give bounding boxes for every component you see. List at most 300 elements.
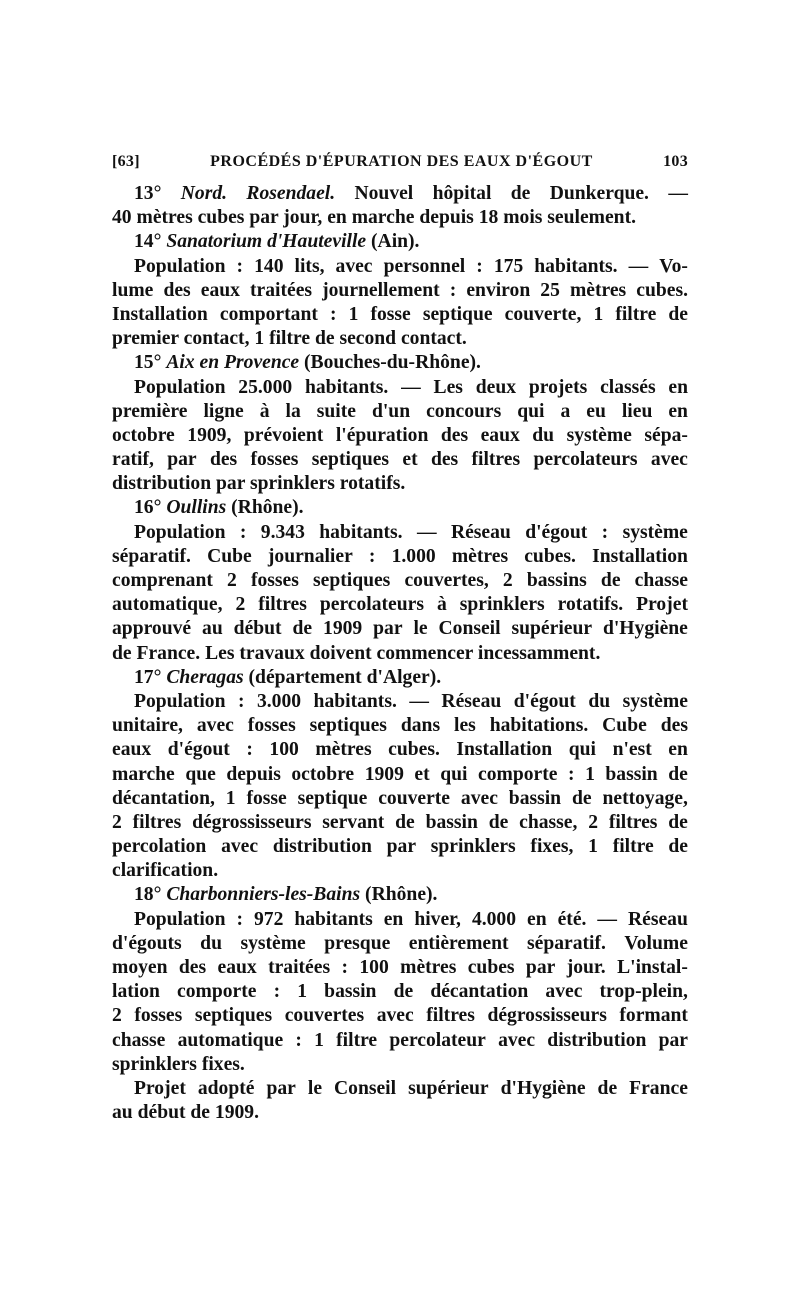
word: unitaire, — [112, 715, 183, 737]
word: Population — [134, 690, 226, 712]
word: eaux — [480, 424, 520, 446]
word: : — [273, 981, 281, 1003]
word: a — [560, 400, 571, 422]
word: 1909 — [364, 763, 404, 785]
word: mètres — [569, 279, 627, 301]
word: — — [597, 908, 617, 930]
word: entièrement — [408, 932, 509, 954]
word: habitants. — [313, 690, 397, 712]
word: à — [259, 400, 270, 422]
text-line — [112, 738, 688, 762]
word: fixes, — [530, 836, 574, 858]
word: doivent — [309, 642, 377, 664]
word: d'égout — [167, 739, 230, 761]
word: filtres — [608, 811, 658, 833]
word: marche — [351, 207, 420, 229]
word: système — [240, 932, 306, 954]
word: : — [295, 1029, 302, 1051]
body-text — [112, 182, 688, 1125]
word: en — [527, 908, 547, 930]
word: classés — [600, 376, 656, 398]
word: mois — [503, 207, 548, 229]
word: Population — [134, 908, 226, 930]
word: qui — [517, 400, 545, 422]
word: 18° — [134, 884, 167, 906]
text-line — [112, 376, 688, 400]
word: de — [190, 1102, 215, 1124]
word: l'épuration — [335, 424, 429, 446]
word: filtres — [471, 449, 521, 471]
word: couverte, — [504, 303, 582, 325]
word: sprinklers — [249, 473, 340, 495]
word: dans — [400, 715, 441, 737]
word: en — [383, 908, 404, 930]
word: bassin — [508, 787, 562, 809]
word: octobre — [112, 424, 175, 446]
word: second — [339, 328, 401, 350]
word: — — [628, 255, 649, 277]
word: filtres — [426, 1005, 475, 1027]
word: concours — [426, 400, 502, 422]
word: d'égouts — [112, 932, 182, 954]
text-line — [112, 956, 688, 980]
word: 1909 — [323, 618, 363, 640]
running-title: PROCÉDÉS D'ÉPURATION DES EAUX D'ÉGOUT — [210, 153, 593, 170]
word: été. — [557, 908, 587, 930]
word: Dunkerque. — [549, 183, 649, 204]
word: percolateur — [389, 1029, 486, 1051]
word: France — [629, 1077, 688, 1099]
word: de — [668, 303, 688, 325]
word: cubes. — [636, 279, 688, 301]
word: de — [571, 787, 592, 809]
word: Nord. — [180, 183, 228, 204]
word: — — [401, 376, 421, 398]
word: hôpital — [432, 183, 492, 204]
text-line — [112, 1004, 688, 1028]
word: contact. — [400, 328, 467, 350]
text-line — [112, 811, 688, 835]
word: Volume — [624, 932, 688, 954]
word: avec — [376, 1005, 414, 1027]
word: environ — [466, 279, 531, 301]
word: septiques — [311, 449, 390, 471]
text-line — [112, 496, 688, 520]
word: Les — [205, 642, 240, 664]
word: fosses — [134, 1005, 183, 1027]
page-number: 103 — [663, 153, 688, 170]
word: par — [373, 618, 403, 640]
text-line — [112, 690, 688, 714]
word: d'égout — [513, 690, 576, 712]
word: 140 — [254, 255, 284, 277]
word: Installation — [456, 739, 553, 761]
word: décantation, — [112, 787, 215, 809]
word: septiques — [313, 570, 391, 591]
text-line — [112, 279, 688, 303]
word: eaux — [217, 957, 257, 978]
text-line — [112, 980, 688, 1004]
word: Cube — [207, 545, 252, 567]
section-number: [63] — [112, 153, 140, 170]
running-header — [112, 152, 688, 172]
word: du — [588, 690, 611, 712]
word: Réseau — [627, 908, 688, 930]
word: système — [622, 690, 688, 712]
word: seulement. — [547, 207, 636, 229]
word: 1 — [314, 1029, 324, 1051]
text-line — [112, 932, 688, 956]
word: supérieur — [511, 618, 593, 640]
word: 4.000 — [471, 908, 517, 930]
word: Oullins — [166, 497, 232, 519]
word: lieu — [621, 400, 653, 422]
word: première — [112, 400, 188, 422]
word: : — [341, 957, 348, 978]
word: 1 — [588, 836, 598, 858]
word: automatique — [177, 1029, 284, 1051]
word: par — [658, 1029, 688, 1051]
word: Projet — [134, 1077, 186, 1099]
word: octobre — [291, 763, 355, 785]
word: comporte — [478, 763, 558, 785]
word: 1 — [297, 981, 308, 1003]
word: avec — [196, 715, 234, 737]
text-line — [112, 642, 688, 666]
word: fixes. — [201, 1053, 245, 1075]
word: des — [430, 449, 459, 471]
word: Conseil — [438, 618, 501, 640]
word: la — [285, 400, 301, 422]
text-line — [112, 714, 688, 738]
word: en — [668, 400, 688, 422]
text-line — [112, 327, 688, 351]
entry-17 — [112, 666, 688, 884]
word: fosse — [370, 303, 411, 325]
text-line — [112, 303, 688, 327]
word: bassin — [425, 811, 478, 833]
word: en — [199, 352, 225, 374]
word: d'Hygiène — [602, 618, 688, 640]
word: personnel — [383, 255, 466, 277]
word: du — [532, 424, 555, 446]
word: 100 — [269, 739, 299, 761]
word: : — [567, 763, 575, 785]
word: de — [112, 642, 137, 664]
word: premier — [112, 328, 184, 350]
word: Projet — [636, 594, 688, 616]
word: comporte — [177, 981, 257, 1003]
word: de — [314, 328, 340, 350]
word: — — [416, 521, 437, 543]
word: début — [233, 618, 282, 640]
word: des — [163, 279, 191, 301]
word: des — [440, 424, 469, 446]
word: couverte — [378, 787, 451, 809]
word: système — [566, 424, 632, 446]
word: nettoyage, — [602, 787, 688, 809]
word: rotatifs. — [557, 594, 624, 616]
word: par — [386, 836, 417, 858]
word: lation — [112, 981, 160, 1003]
book-page — [112, 152, 688, 1125]
word: Nouvel — [354, 183, 414, 204]
word: Population — [134, 376, 226, 398]
word: jour, — [283, 207, 328, 229]
word: 1 — [593, 303, 604, 325]
word: par — [249, 207, 284, 229]
word: 1 — [585, 763, 595, 785]
word: de — [600, 570, 621, 591]
word: Population — [134, 255, 226, 277]
word: Réseau — [450, 521, 511, 543]
word: comportant — [219, 303, 318, 325]
word: 9.343 — [260, 521, 305, 543]
word: fosses — [250, 449, 299, 471]
word: Sanatorium — [166, 231, 268, 253]
word: Rosendael. — [246, 183, 336, 204]
word: mètres — [136, 207, 198, 229]
word: au — [112, 1102, 138, 1124]
word: chasse — [634, 570, 688, 591]
word: journellement — [322, 279, 440, 301]
word: septiques — [194, 1005, 273, 1027]
word: eu — [586, 400, 606, 422]
word: lume — [112, 279, 154, 301]
word: supérieur — [408, 1077, 489, 1099]
word: deux — [475, 376, 517, 398]
word: Les — [433, 376, 463, 398]
word: : — [239, 521, 247, 543]
word: Conseil — [334, 1077, 397, 1099]
word: d'un — [371, 400, 411, 422]
word: d'Hauteville — [267, 231, 372, 253]
word: 13° — [134, 183, 162, 204]
word: de — [395, 811, 415, 833]
word: distribution — [112, 473, 216, 495]
text-line — [112, 763, 688, 787]
word: suite — [316, 400, 356, 422]
word: de — [393, 981, 414, 1003]
word: L'instal- — [617, 957, 688, 978]
word: 15° — [134, 352, 167, 374]
word: 14° — [134, 231, 167, 253]
word: en — [668, 376, 688, 398]
word: bassins — [526, 570, 587, 591]
word: 2 — [227, 570, 237, 591]
word: trop-plein, — [599, 981, 688, 1003]
entry-18 — [112, 883, 688, 1125]
word: par — [266, 1077, 296, 1099]
word: d'Alger). — [366, 666, 442, 688]
word: début — [137, 1102, 191, 1124]
word: chasse — [112, 1029, 166, 1051]
word: le — [413, 618, 428, 640]
word: filtre — [612, 836, 654, 858]
word: 25 — [540, 279, 560, 301]
word: servant — [322, 811, 385, 833]
word: n'est — [612, 739, 652, 761]
word: Charbonniers-les-Bains — [166, 884, 366, 906]
text-line — [112, 448, 688, 472]
word: mètres — [400, 957, 457, 978]
text-line — [112, 1077, 688, 1101]
word: moyen — [112, 957, 168, 978]
word: de — [668, 811, 688, 833]
text-line — [112, 859, 688, 883]
word: fosses — [247, 715, 296, 737]
text-line — [112, 593, 688, 617]
word: 25.000 — [238, 376, 293, 398]
word: septique — [422, 303, 493, 325]
word: ligne — [203, 400, 244, 422]
text-line — [112, 545, 688, 569]
word: chasse, — [519, 811, 578, 833]
text-line — [112, 908, 688, 932]
word: les — [454, 715, 476, 737]
word: eaux — [200, 279, 240, 301]
word: fosse — [246, 787, 287, 809]
word: Population — [134, 521, 226, 543]
word: — — [409, 690, 429, 712]
word: avec — [221, 836, 259, 858]
entry-16 — [112, 496, 688, 665]
word: que — [185, 763, 216, 785]
word: en — [327, 207, 352, 229]
word: mètres — [315, 739, 372, 761]
text-line — [112, 521, 688, 545]
word: filtres — [132, 811, 182, 833]
text-line — [112, 182, 688, 206]
word: traitées — [268, 957, 331, 978]
entry-14 — [112, 230, 688, 351]
word: Installation — [112, 303, 208, 325]
word: — — [668, 183, 688, 204]
word: mètres — [451, 545, 509, 567]
word: (Rhône). — [231, 497, 304, 519]
word: 18 — [478, 207, 504, 229]
word: par — [167, 449, 197, 471]
word: 1 — [254, 328, 270, 350]
word: sprinklers — [430, 836, 516, 858]
word: d'Hygiène — [500, 1077, 586, 1099]
word: cubes. — [388, 739, 440, 761]
word: : — [329, 303, 337, 325]
word: commencer — [376, 642, 478, 664]
word: 1.000 — [391, 545, 436, 567]
text-line — [112, 230, 688, 254]
word: filtre — [269, 328, 315, 350]
word: sprinklers — [459, 594, 545, 616]
word: Installation — [592, 545, 688, 567]
word: et — [414, 763, 430, 785]
text-line — [112, 206, 688, 230]
word: : — [237, 690, 245, 712]
word: : — [368, 545, 376, 567]
word: des — [178, 957, 207, 978]
text-line — [112, 1053, 688, 1077]
word: approuvé — [112, 618, 192, 640]
word: journalier — [267, 545, 353, 567]
entry-13 — [112, 182, 688, 230]
word: cubes — [197, 207, 250, 229]
word: (Rhône). — [365, 884, 438, 906]
word: projets — [528, 376, 588, 398]
word: travaux — [239, 642, 310, 664]
word: d'égout — [525, 521, 588, 543]
word: avec — [335, 255, 373, 277]
text-line — [112, 424, 688, 448]
word: (Bouches-du-Rhône). — [304, 352, 481, 374]
word: 2 — [588, 811, 598, 833]
word: depuis — [226, 763, 281, 785]
word: percolation — [112, 836, 207, 858]
word: marche — [112, 763, 175, 785]
word: : — [476, 255, 483, 277]
word: septique — [297, 787, 368, 809]
word: Cheragas — [166, 666, 249, 688]
word: incessamment. — [477, 642, 601, 664]
word: percolateurs — [319, 594, 424, 616]
word: Aix — [166, 352, 200, 374]
word: 2 — [502, 570, 513, 591]
word: prévoient — [243, 424, 324, 446]
word: séparatif. — [527, 932, 606, 954]
text-line — [112, 472, 688, 496]
word: (Ain). — [371, 231, 420, 253]
word: 16° — [134, 497, 167, 519]
text-line — [112, 787, 688, 811]
text-line — [112, 400, 688, 424]
word: décantation — [430, 981, 529, 1003]
word: sépa- — [644, 424, 688, 446]
word: distribution — [272, 836, 372, 858]
word: 2 — [112, 1005, 122, 1027]
word: de — [292, 618, 313, 640]
word: de — [597, 1077, 618, 1099]
word: (département — [248, 666, 367, 688]
word: bassin — [605, 763, 658, 785]
word: qui — [440, 763, 468, 785]
entry-15 — [112, 351, 688, 496]
word: en — [668, 739, 688, 761]
word: : — [601, 521, 609, 543]
word: par — [525, 957, 556, 978]
word: formant — [619, 1005, 688, 1027]
word: 175 — [493, 255, 524, 277]
word: système — [622, 521, 688, 543]
word: habitants — [294, 908, 373, 930]
word: dégrossisseurs — [487, 1005, 607, 1027]
word: de — [488, 811, 509, 833]
word: sprinklers — [112, 1053, 202, 1075]
word: habitants. — [534, 255, 618, 277]
word: : — [236, 908, 243, 930]
text-line — [112, 255, 688, 279]
word: : — [236, 255, 244, 277]
text-line — [112, 883, 688, 907]
word: avec — [460, 787, 498, 809]
word: Cube — [602, 715, 647, 737]
word: à — [436, 594, 447, 616]
text-line — [112, 666, 688, 690]
word: eaux — [112, 739, 152, 761]
word: 40 — [112, 207, 137, 229]
word: habitants. — [304, 376, 389, 398]
word: couvertes — [284, 1005, 365, 1027]
word: fosses — [250, 570, 299, 591]
word: percolateurs — [533, 449, 638, 471]
